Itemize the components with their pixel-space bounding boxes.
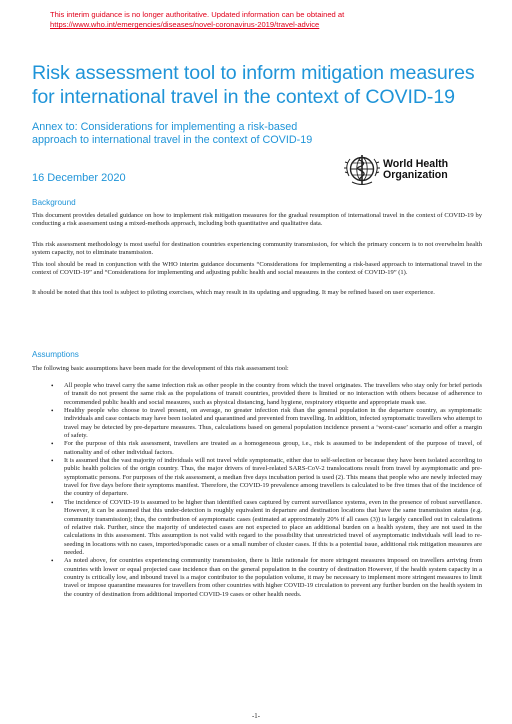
list-item-text: For the purpose of this risk assessment, travellers are treated as a homogeneous group, i.e., risk is assumed to be independent of the purpose of travel, of nationality and of other individual factors. [64, 440, 482, 456]
list-item [32, 499, 482, 557]
who-emblem-icon [343, 152, 381, 188]
bullet-icon: • [51, 557, 54, 566]
list-item [32, 382, 482, 407]
bullet-icon: • [51, 407, 54, 416]
who-wordmark-line1: World Health [383, 158, 449, 170]
list-item-text: As noted above, for countries experiencing community transmission, there is little rationale for more stringent measures imposed on travellers arriving from countries with lower or equal projected case incidence than on the general population in the country of destination However, if the health system capacity in a country is critically low, and inbound travel is a major contributor to the population volume, it may be necessary to implement more stringent measures to limit travel or impose quarantine measures for travellers from other countries with higher COVID-19 circulation to prevent any further burden on the health system in the country of destination from additional imported COVID-19 cases or other health needs. [64, 557, 482, 598]
background-paragraph: It should be noted that this tool is subject to piloting exercises, which may result in its updating and upgrading. It may be refined based on user experience. [32, 289, 435, 296]
notice-link[interactable]: https://www.who.int/emergencies/diseases/novel-coronavirus-2019/travel-advice [50, 20, 320, 30]
bullet-icon: • [51, 457, 54, 466]
list-item-text: Healthy people who choose to travel present, on average, no greater infection risk than the general population in the departure country, as symptomatic individuals and case contacts may have been isolated and quarantined and prevented from travelling. In addition, infected symptomatic travellers who attempt to travel may be detected by pre-departure measures. Thus, calculations based on general population incidence present a ‘worst-case’ scenario and offer a margin of safety. [64, 407, 482, 440]
document-subtitle: Annex to: Considerations for implementing a risk-based approach to international travel in the context of COVID-19 [32, 121, 313, 146]
assumptions-heading: Assumptions [32, 350, 79, 359]
list-item-text: The incidence of COVID-19 is assumed to be higher than identified cases captured by current surveillance systems, even in the presence of robust surveillance. However, it can be assumed that this under-detection is roughly equivalent in departure and destination locations that have the same transmission status (e.g. community transmission); thus, the contribution of asymptomatic cases (estimated at approximately 20% if all cases (3)) is largely cancelled out in calculations of relative risk. Further, since the majority of undetected cases are not expected to place an additional burden on a health system, they are not used in the calculations in this assessment. This assumption is not valid with regard to the possibility that unrestricted travel of asymptomatic individuals will lead to re-seeding in locations with no cases, imported/sporadic cases or a small number of cluster cases. If this is a potential issue, additional risk mitigation measures are needed. [64, 498, 482, 556]
deprecation-notice [50, 10, 460, 30]
background-paragraph: This document provides detailed guidance on how to implement risk mitigation measures for the gradual resumption of international travel in the context of COVID-19 by conducting a risk assessment using a mixed-methods approach, including both quantitative and qualitative data. [32, 212, 482, 228]
background-paragraph: This risk assessment methodology is most useful for destination countries experiencing community transmission, for which the primary concern is to not overwhelm health system capacity, not to eliminate transmission. [32, 241, 482, 257]
list-item [32, 440, 482, 457]
document-title: Risk assessment tool to inform mitigation measures for international travel in the context of COVID-19 [32, 62, 475, 108]
assumptions-list [32, 382, 482, 599]
background-paragraph: This tool should be read in conjunction with the WHO interim guidance documents “Considerations for implementing a risk-based approach to international travel in the context of COVID-19” and “Considerations for implementing and adjusting public health and social measures in the context of COVID-19” (1). [32, 261, 482, 277]
who-wordmark [383, 159, 448, 181]
publication-date: 16 December 2020 [32, 172, 126, 184]
who-logo [343, 152, 493, 192]
background-heading: Background [32, 198, 76, 207]
page-number: -1- [252, 713, 260, 720]
assumptions-intro: The following basic assumptions have been made for the development of this risk assessment tool: [32, 365, 289, 372]
bullet-icon: • [51, 382, 54, 390]
list-item-text: All people who travel carry the same infection risk as other people in the country from which the travel originates. The travellers who stay only for brief periods of transit do not present the same risk as the populations of transit countries, provided there is limited or no interaction with others because of adherence to recommended public health and social measures, such as physical distancing, hand hygiene, respiratory etiquette and appropriate mask use. [64, 382, 482, 406]
list-item [32, 407, 482, 440]
bullet-icon: • [51, 440, 54, 449]
bullet-icon: • [51, 498, 54, 507]
list-item-text: It is assumed that the vast majority of individuals will not travel while symptomatic, either due to self-selection or because they have been isolated according to public health policies of the origin country. Thus, the major drivers of travel-related SARS-CoV-2 translocations result from travel by asymptomatic and pre-symptomatic persons. For purposes of the risk assessment, a median five days incubation period is used (2). This means that people who are newly infected may travel for five days before their symptoms manifest. Therefore, the COVID-19 prevalence among travellers is calculated to be five times that of the incidence of the country of departure. [64, 457, 482, 498]
list-item [32, 557, 482, 599]
list-item [32, 457, 482, 499]
who-wordmark-line2: Organization [383, 169, 448, 181]
notice-text: This interim guidance is no longer authoritative. Updated information can be obtained at [50, 10, 345, 19]
